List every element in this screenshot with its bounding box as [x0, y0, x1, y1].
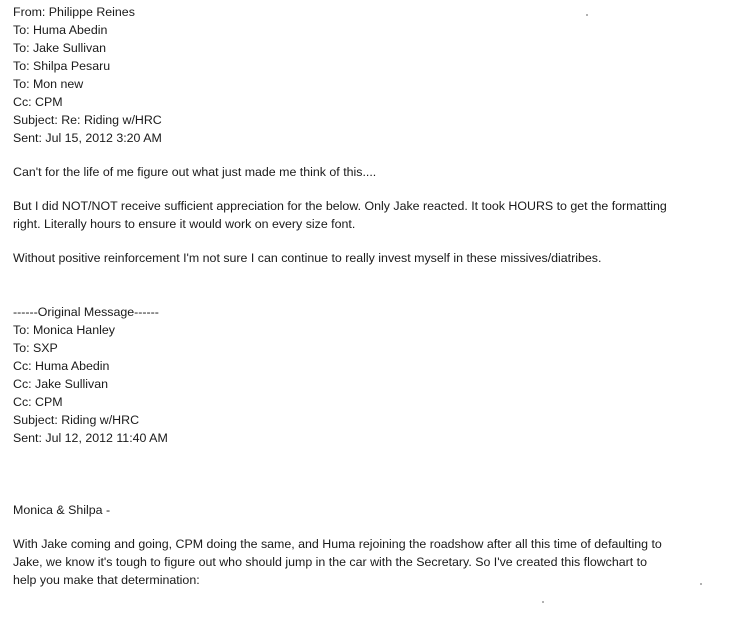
cc-line: Cc: Jake Sullivan	[13, 377, 109, 391]
original-message-header	[13, 303, 743, 447]
to-line: To: Mon new	[13, 77, 84, 91]
to-line: To: Shilpa Pesaru	[13, 59, 111, 73]
to-line: To: Huma Abedin	[13, 23, 108, 37]
from-line: From: Philippe Reines	[13, 5, 135, 19]
body-paragraph	[13, 535, 743, 589]
body-paragraph-line: help you make that determination:	[13, 573, 200, 587]
to-line: To: Monica Hanley	[13, 323, 115, 337]
cc-line: Cc: CPM	[13, 395, 63, 409]
body-paragraph-line: With Jake coming and going, CPM doing the same, and Huma rejoining the roadshow after all this time of defaulting to	[13, 537, 662, 551]
to-line: To: Jake Sullivan	[13, 41, 106, 55]
cc-line: Cc: Huma Abedin	[13, 359, 110, 373]
email-document	[13, 3, 743, 589]
greeting: Monica & Shilpa -	[13, 503, 111, 517]
body-paragraph: Can't for the life of me figure out what just made me think of this....	[13, 165, 377, 179]
original-message-divider: ------Original Message------	[13, 305, 159, 319]
scan-speck	[700, 583, 702, 585]
body-paragraph	[13, 197, 743, 233]
scan-speck	[542, 601, 544, 603]
to-line: To: SXP	[13, 341, 58, 355]
subject-line: Subject: Riding w/HRC	[13, 413, 140, 427]
body-paragraph: Without positive reinforcement I'm not sure I can continue to really invest myself in these missives/diatribes.	[13, 251, 602, 265]
sent-line: Sent: Jul 12, 2012 11:40 AM	[13, 431, 168, 445]
body-paragraph-line: Jake, we know it's tough to figure out who should jump in the car with the Secretary. So I've created this flowchart to	[13, 555, 647, 569]
scan-speck	[586, 14, 588, 16]
sent-line: Sent: Jul 15, 2012 3:20 AM	[13, 131, 162, 145]
subject-line: Subject: Re: Riding w/HRC	[13, 113, 162, 127]
cc-line: Cc: CPM	[13, 95, 63, 109]
body-paragraph-line: right. Literally hours to ensure it would work on every size font.	[13, 217, 356, 231]
reply-header	[13, 3, 743, 147]
body-paragraph-line: But I did NOT/NOT receive sufficient appreciation for the below. Only Jake reacted. It took HOURS to get the formatting	[13, 199, 667, 213]
